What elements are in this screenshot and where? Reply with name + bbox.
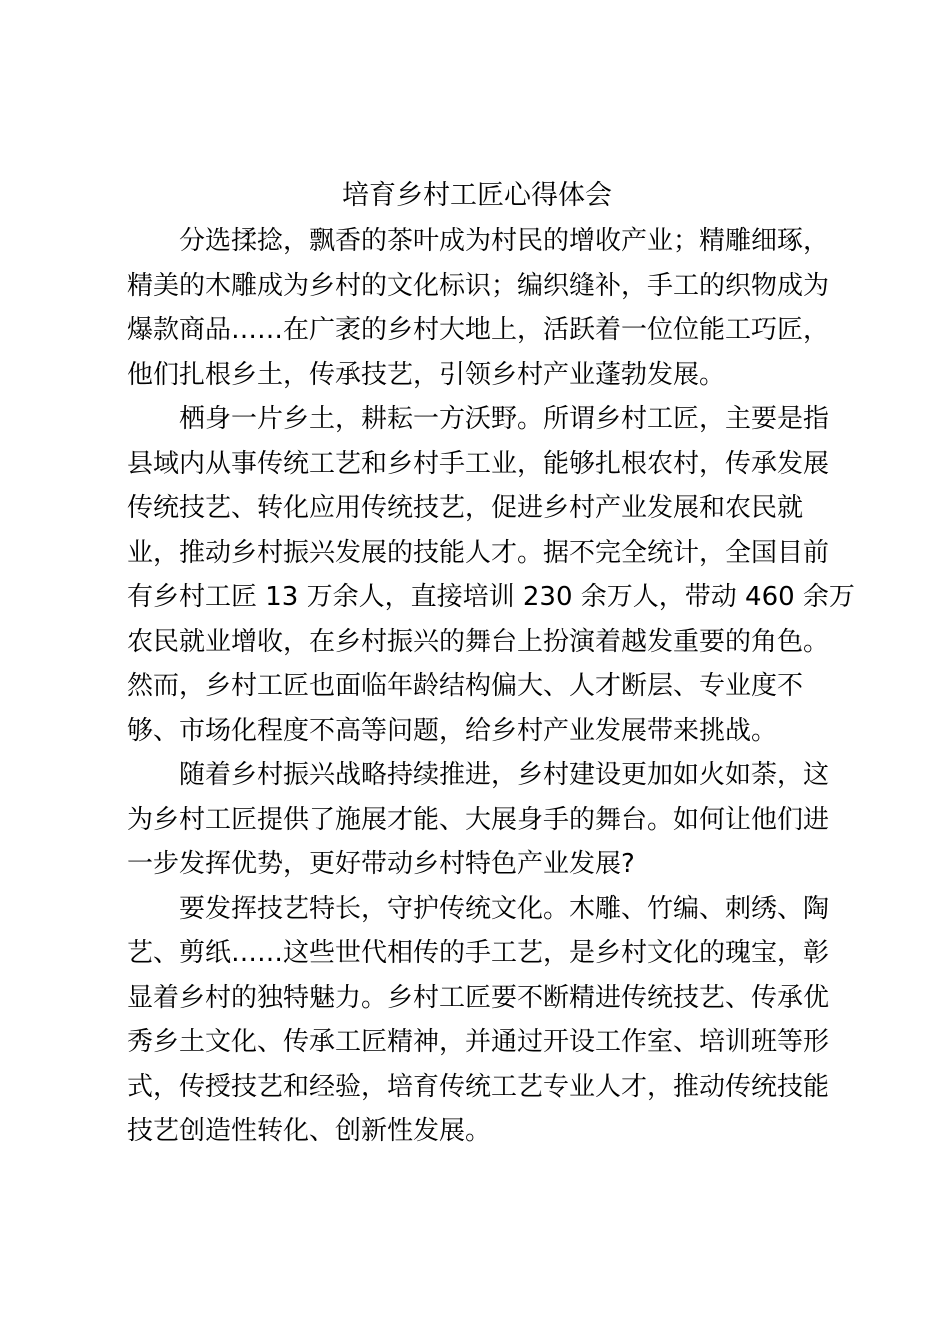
paragraph-line: 分选揉捻，飘香的茶叶成为村民的增收产业；精雕细琢，	[179, 226, 830, 256]
paragraph-line: 有乡村工匠 13 万余人，直接培训 230 余万人，带动 460 余万	[127, 582, 855, 612]
paragraph-line: 精美的木雕成为乡村的文化标识；编织缝补，手工的织物成为	[127, 270, 830, 301]
paragraph-line: 一步发挥优势，更好带动乡村特色产业发展?	[127, 849, 635, 879]
paragraph-line: 要发挥技艺特长，守护传统文化。木雕、竹编、刺绣、陶	[179, 893, 830, 924]
document-title: 培育乡村工匠心得体会	[342, 180, 612, 211]
paragraph-line: 式，传授技艺和经验，培育传统工艺专业人才，推动传统技能	[127, 1071, 830, 1102]
paragraph-line: 县域内从事传统工艺和乡村手工业，能够扎根农村，传承发展	[127, 448, 830, 479]
paragraph-line: 够、市场化程度不高等问题，给乡村产业发展带来挑战。	[127, 715, 778, 746]
paragraph-2	[127, 397, 855, 753]
paragraph-line: 显着乡村的独特魅力。乡村工匠要不断精进传统技艺、传承优	[127, 982, 830, 1013]
paragraph-line: 爆款商品……在广袤的乡村大地上，活跃着一位位能工巧匠，	[127, 315, 830, 345]
paragraph-3	[127, 753, 830, 887]
paragraph-line: 技艺创造性转化、创新性发展。	[127, 1116, 492, 1146]
paragraph-line: 传统技艺、转化应用传统技艺，促进乡村产业发展和农民就	[127, 493, 804, 523]
paragraph-line: 然而，乡村工匠也面临年龄结构偏大、人才断层、专业度不	[127, 671, 804, 701]
paragraph-1	[127, 219, 830, 397]
paragraph-line: 为乡村工匠提供了施展才能、大展身手的舞台。如何让他们进	[127, 804, 830, 835]
paragraph-line: 栖身一片乡土，耕耘一方沃野。所谓乡村工匠，主要是指	[179, 404, 830, 434]
paragraph-line: 艺、剪纸……这些世代相传的手工艺，是乡村文化的瑰宝，彰	[127, 938, 830, 968]
paragraph-line: 秀乡土文化、传承工匠精神，并通过开设工作室、培训班等形	[127, 1027, 830, 1057]
paragraph-line: 业，推动乡村振兴发展的技能人才。据不完全统计，全国目前	[127, 537, 830, 568]
paragraph-line: 他们扎根乡土，传承技艺，引领乡村产业蓬勃发展。	[127, 359, 726, 390]
paragraph-line: 随着乡村振兴战略持续推进，乡村建设更加如火如荼，这	[179, 760, 830, 790]
document-body	[127, 173, 855, 1154]
paragraph-4	[127, 887, 830, 1154]
paragraph-line: 农民就业增收，在乡村振兴的舞台上扮演着越发重要的角色。	[127, 626, 830, 657]
